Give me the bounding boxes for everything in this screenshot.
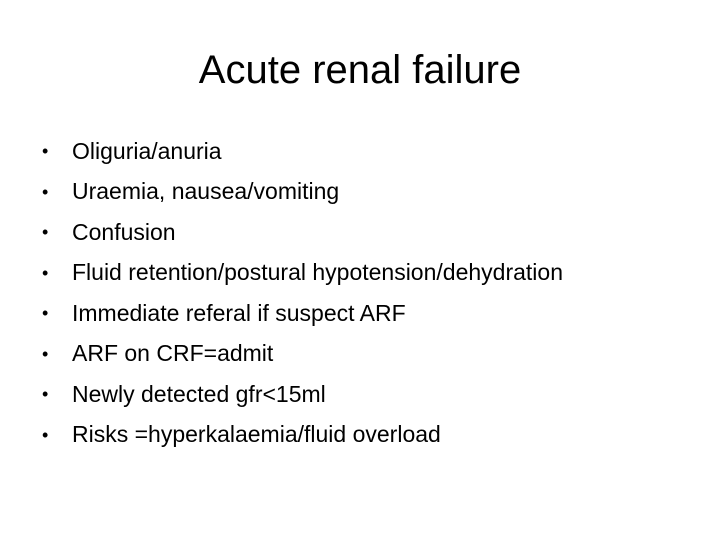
bullet-text: Fluid retention/postural hypotension/dehydration <box>72 259 563 286</box>
bullet-point-icon: • <box>42 303 49 324</box>
bullet-item <box>42 334 702 375</box>
bullet-item <box>42 374 702 415</box>
bullet-item <box>42 212 702 253</box>
bullet-text: Risks =hyperkalaemia/fluid overload <box>72 421 441 448</box>
bullet-point-icon: • <box>42 181 49 202</box>
bullet-point-icon: • <box>42 424 49 445</box>
bullet-point-icon: • <box>42 141 49 162</box>
bullet-list <box>42 131 702 455</box>
bullet-point-icon: • <box>42 222 49 243</box>
slide-title: Acute renal failure <box>198 48 522 92</box>
bullet-point-icon: • <box>42 384 49 405</box>
bullet-text: Uraemia, nausea/vomiting <box>72 178 340 205</box>
bullet-text: Oliguria/anuria <box>72 137 222 164</box>
bullet-item <box>42 415 702 456</box>
bullet-text: Newly detected gfr<15ml <box>72 380 326 407</box>
bullet-text: Confusion <box>72 218 176 245</box>
bullet-point-icon: • <box>42 343 49 364</box>
bullet-item <box>42 131 702 172</box>
bullet-item <box>42 293 702 334</box>
bullet-text: ARF on CRF=admit <box>72 340 274 367</box>
bullet-item <box>42 172 702 213</box>
bullet-text: Immediate referal if suspect ARF <box>72 299 406 326</box>
bullet-point-icon: • <box>42 262 49 283</box>
bullet-item <box>42 253 702 294</box>
